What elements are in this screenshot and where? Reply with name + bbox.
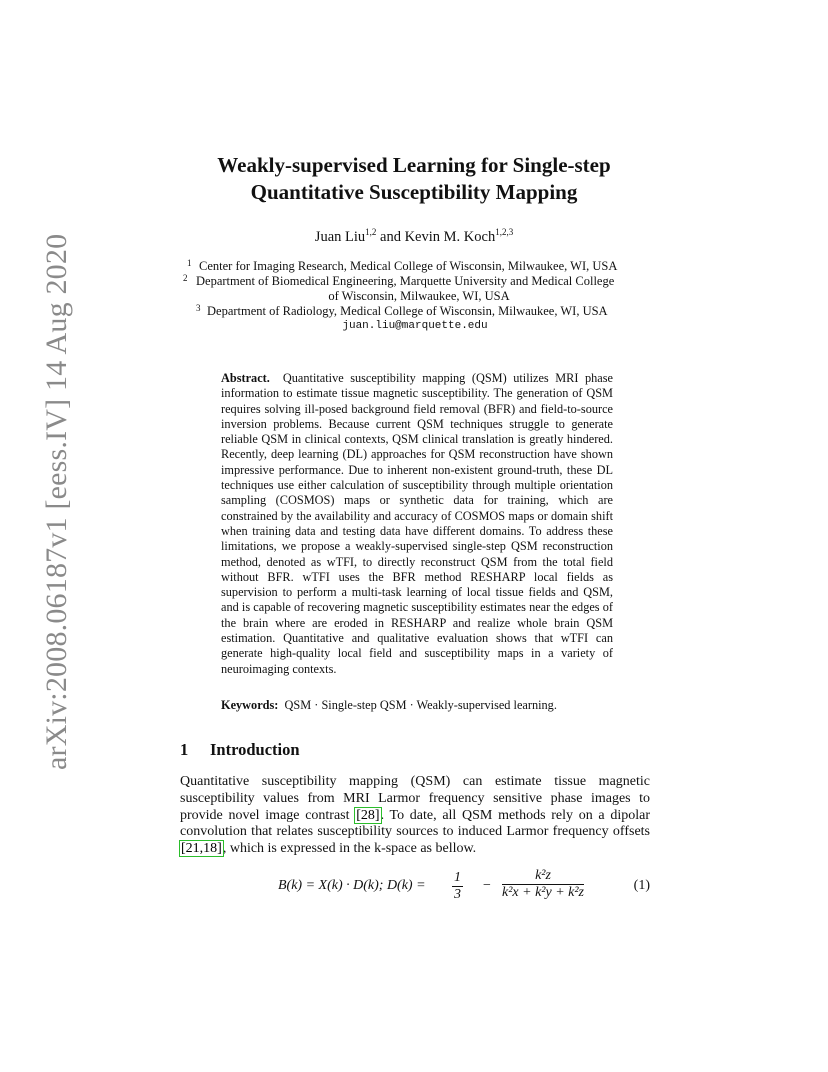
arxiv-identifier: arXiv:2008.06187v1 [eess.IV] 14 Aug 2020: [40, 233, 73, 770]
equation-1: [180, 866, 650, 906]
equation-lhs: B(k) = X(k) · D(k); D(k) =: [278, 878, 426, 893]
affiliation-2: 2 Department of Biomedical Engineering, Marquette University and Medical College of Wisconsin, Milwaukee, WI, USA: [183, 273, 615, 303]
equation-minus: −: [483, 878, 491, 893]
contact-email[interactable]: juan.liu@marquette.edu: [342, 320, 488, 332]
citation-link[interactable]: [28]: [356, 807, 380, 823]
keywords-text: QSM · Single-step QSM · Weakly-supervised learning.: [284, 698, 557, 712]
paper-title: [130, 152, 698, 206]
equation-number: (1): [633, 878, 650, 893]
abstract-label: Abstract.: [221, 371, 270, 385]
author-list: [130, 229, 698, 246]
introduction-paragraph: Quantitative susceptibility mapping (QSM) can estimate tissue magnetic susceptibility values from MRI Larmor frequency sensitive phase images to provide novel image contrast [28]. To date, all QSM methods rely on a dipolar convolution that relates susceptibility sources to induced Larmor frequency offsets [21,18], which is expressed in the k-space as bellow.: [180, 774, 650, 857]
title-line-1: Weakly-supervised Learning for Single-step: [217, 153, 611, 177]
author-2: Kevin M. Koch: [404, 229, 496, 245]
author-and: and: [376, 229, 405, 245]
author-1: Juan Liu: [314, 229, 366, 245]
equation-fraction-2: $\frac{\text{k²z}}{\text{k²x + k²y + k²z}}$: [502, 868, 585, 900]
section-title: Introduction: [210, 740, 300, 759]
abstract-text: Quantitative susceptibility mapping (QSM) utilizes MRI phase information to estimate tissue magnetic susceptibility. The generation of QSM requires solving ill-posed background field removal (BFR) and field-to-source inversion problems. Because current QSM techniques struggle to generate reliable QSM in clinical contexts, QSM clinical translation is greatly hindered. Recently, deep learning (DL) approaches for QSM reconstruction have shown impressive performance. Due to inherent non-existent ground-truth, these DL techniques use either calculation of susceptibility through multiple orientation sampling (COSMOS) maps or synthetic data for training, which are constrained by the availability and accuracy of COSMOS maps or domain shift when training data and testing data have different domains. To address these limitations, we propose a weakly-supervised single-step QSM reconstruction method, denoted as wTFI, to directly reconstruct QSM from the total field without BFR. wTFI uses the BFR method RESHARP local fields as supervision to perform a multi-task learning of local tissue fields and QSM, and is capable of recovering magnetic susceptibility estimates near the edges of the brain where are eroded in RESHARP and realize whole brain QSM estimation. Quantitative and qualitative evaluation shows that wTFI can generate high-quality local field and susceptibility maps in a variety of neuroimaging contexts.: [221, 371, 613, 676]
title-line-2: Quantitative Susceptibility Mapping: [250, 180, 578, 204]
equation-fraction-1: $\frac{1}{3}$: [454, 870, 461, 902]
affiliation-1: 1 Center for Imaging Research, Medical College of Wisconsin, Milwaukee, WI, USA: [187, 258, 618, 273]
affiliation-3: 3 Department of Radiology, Medical College of Wisconsin, Milwaukee, WI, USA: [196, 303, 608, 318]
section-heading: [180, 740, 300, 760]
keywords-label: Keywords:: [221, 698, 279, 712]
author-2-affil: 1,2,3: [495, 227, 514, 238]
section-number: 1: [180, 740, 189, 759]
citation-link[interactable]: [21,18]: [181, 841, 222, 857]
abstract: [221, 371, 613, 677]
keywords: [221, 698, 613, 713]
author-1-affil: 1,2: [365, 227, 377, 238]
